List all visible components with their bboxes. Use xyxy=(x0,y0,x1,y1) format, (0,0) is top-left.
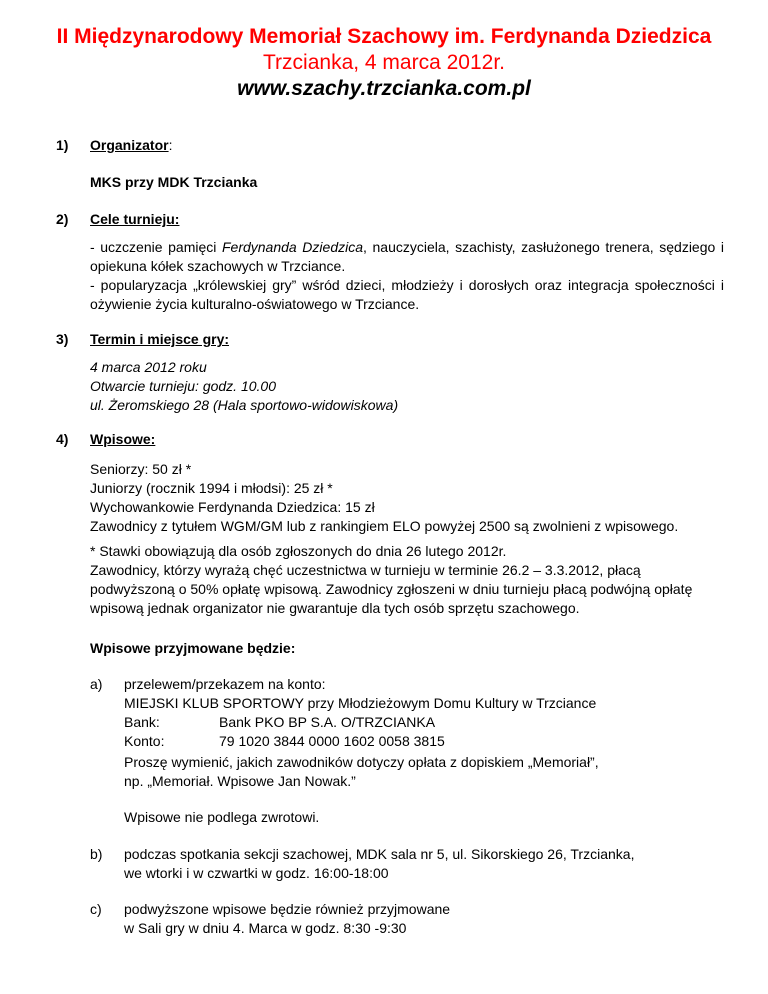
section-title: Cele turnieju: xyxy=(90,211,180,227)
fee-item: Wychowankowie Ferdynanda Dziedzica: 15 zł xyxy=(90,499,375,515)
account-number: 79 1020 3844 0000 1602 0058 3815 xyxy=(219,733,445,749)
section-number: 4) xyxy=(56,431,69,447)
transfer-note-line: np. „Memoriał. Wpisowe Jan Nowak.” xyxy=(124,773,356,789)
fee-list xyxy=(90,460,678,536)
note-line: wpisową jednak organizator nie gwarantuje dla tych osób sprzętu szachowego. xyxy=(90,600,580,616)
goal-italic-name: Ferdynanda Dziedzica xyxy=(221,239,363,255)
list-label: c) xyxy=(90,901,102,917)
note-line: * Stawki obowiązują dla osób zgłoszonych do dnia 26 lutego 2012r. xyxy=(90,543,507,559)
payment-option-b xyxy=(90,845,634,864)
list-label: a) xyxy=(90,676,103,692)
document-subtitle: Trzcianka, 4 marca 2012r. xyxy=(263,51,505,74)
payment-b-line2: we wtorki i w czwartki w godz. 16:00-18:00 xyxy=(124,865,389,881)
fees-accepted-heading: Wpisowe przyjmowane będzie: xyxy=(90,640,296,656)
fee-item: Seniorzy: 50 zł * xyxy=(90,461,192,477)
transfer-note xyxy=(124,753,599,791)
bank-details xyxy=(124,694,596,751)
payment-option-a xyxy=(90,675,326,694)
goals-paragraph-2: - popularyzacja „królewskiej gry” wśród dzieci, młodzieży i dorosłych oraz integracja społeczności i ożywienie życia kulturalno-oświatowego w Trzciance. xyxy=(90,277,724,312)
payment-c-line2: w Sali gry w dniu 4. Marca w godz. 8:30 -9:30 xyxy=(124,920,407,936)
payment-c-line: podwyższone wpisowe będzie również przyjmowane xyxy=(124,901,451,917)
opening-time-line: Otwarcie turnieju: godz. 10.00 xyxy=(90,378,276,394)
club-name: MIEJSKI KLUB SPORTOWY przy Młodzieżowym Domu Kultury w Trzciance xyxy=(124,695,597,711)
goal-text: - uczczenie pamięci xyxy=(90,239,222,255)
note-line: podwyższoną o 50% opłatę wpisową. Zawodnicy zgłoszeni w dniu turnieju płacą podwójną opłatę xyxy=(90,581,693,597)
section-goals-heading xyxy=(56,210,179,229)
section-title: Termin i miejsce gry: xyxy=(90,331,230,347)
date-line: 4 marca 2012 roku xyxy=(90,359,207,375)
transfer-note-line: Proszę wymienić, jakich zawodników dotyczy opłata z dopiskiem „Memoriał”, xyxy=(124,754,599,770)
section-organizer-heading xyxy=(56,136,172,155)
section-number: 3) xyxy=(56,331,69,347)
payment-option-c xyxy=(90,900,450,919)
note-line: Zawodnicy, którzy wyrażą chęć uczestnictwa w turnieju w terminie 26.2 – 3.3.2012, płacą xyxy=(90,562,641,578)
goals-paragraph-1 xyxy=(90,238,724,276)
section-title-suffix: : xyxy=(168,137,173,153)
date-place-details xyxy=(90,358,398,415)
fee-item: Zawodnicy z tytułem WGM/GM lub z rankingiem ELO powyżej 2500 są zwolnieni z wpisowego. xyxy=(90,518,679,534)
section-number: 2) xyxy=(56,211,69,227)
bank-key: Bank: xyxy=(124,714,160,730)
account-key: Konto: xyxy=(124,733,165,749)
organizer-name: MKS przy MDK Trzcianka xyxy=(90,174,258,190)
website-url[interactable]: www.szachy.trzcianka.com.pl xyxy=(237,77,531,100)
address-line: ul. Żeromskiego 28 (Hala sportowo-widowiskowa) xyxy=(90,397,399,413)
bank-value: Bank PKO BP S.A. O/TRZCIANKA xyxy=(219,714,436,730)
document-title: II Międzynarodowy Memoriał Szachowy im. Ferdynanda Dziedzica xyxy=(56,25,712,48)
fee-note xyxy=(90,542,692,618)
bank-row xyxy=(124,713,596,732)
section-title: Organizator xyxy=(90,137,169,153)
section-date-place-heading xyxy=(56,330,229,349)
list-label: b) xyxy=(90,846,103,862)
fee-item: Juniorzy (rocznik 1994 i młodsi): 25 zł * xyxy=(90,480,333,496)
payment-b-line: podczas spotkania sekcji szachowej, MDK sala nr 5, ul. Sikorskiego 26, Trzcianka, xyxy=(124,846,635,862)
section-number: 1) xyxy=(56,137,69,153)
section-title: Wpisowe: xyxy=(90,431,156,447)
section-fees-heading xyxy=(56,430,155,449)
account-row xyxy=(124,732,596,751)
no-refund-note: Wpisowe nie podlega zwrotowi. xyxy=(124,809,320,825)
goal-text: , nauczyciela, szachisty, zasłużonego trenera, sędziego i opiekuna kółek szachowych w Trzciance. xyxy=(90,239,724,274)
payment-a-title: przelewem/przekazem na konto: xyxy=(124,676,326,692)
